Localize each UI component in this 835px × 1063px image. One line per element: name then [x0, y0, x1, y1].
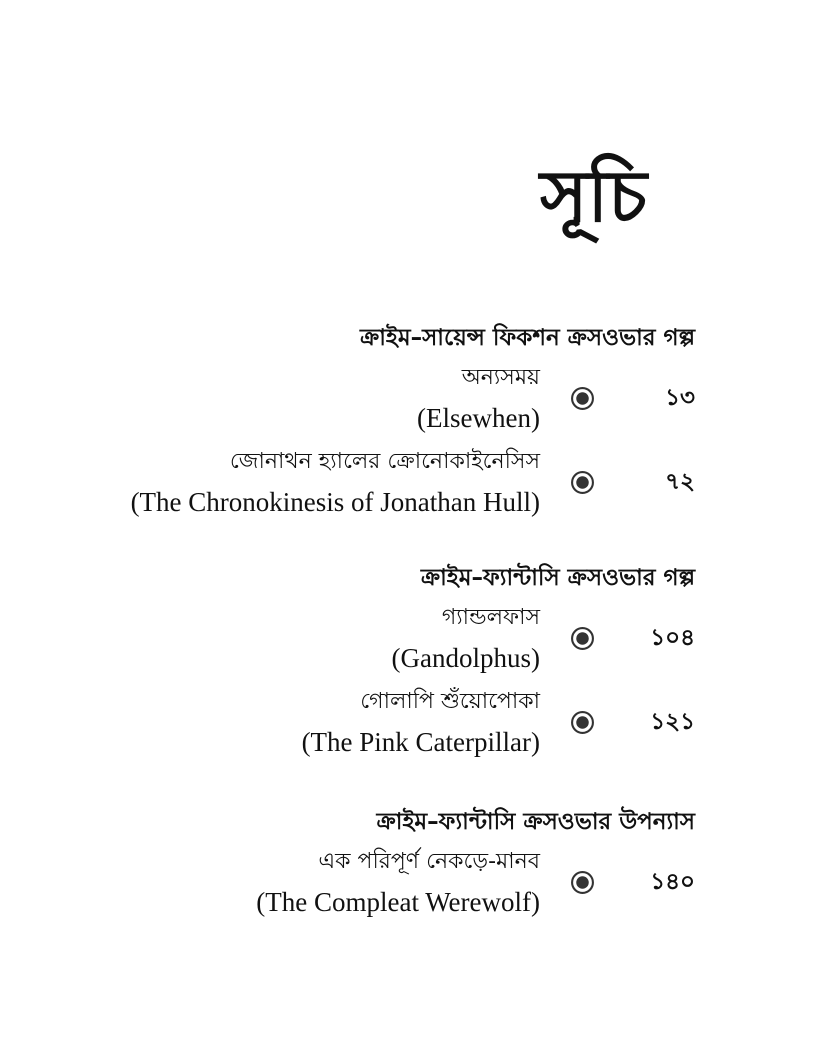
entry-page-number: ১২১ [650, 708, 695, 735]
target-bullet-icon [570, 626, 595, 651]
entry-titles [256, 842, 540, 922]
entry-titles [302, 682, 540, 762]
entry-titles [131, 442, 540, 522]
target-bullet-icon [570, 870, 595, 895]
toc-section-sci-fi-stories [55, 318, 695, 522]
entry-title-english: (Elsewhen) [417, 403, 540, 433]
entry-page-number: ১০৪ [650, 624, 695, 651]
entry-title-bengali: গ্যান্ডলফাস [441, 605, 540, 630]
section-heading: ক্রাইম–সায়েন্স ফিকশন ক্রসওভার গল্প [359, 325, 695, 351]
toc-entry[interactable] [55, 358, 695, 438]
entry-titles [392, 598, 540, 678]
entry-page-number: ৭২ [665, 468, 695, 495]
toc-entry[interactable] [55, 442, 695, 522]
target-bullet-icon [570, 710, 595, 735]
entry-title-bengali: জোনাথন হ্যালের ক্রোনোকাইনেসিস [229, 449, 540, 474]
toc-entry[interactable] [55, 598, 695, 678]
section-heading: ক্রাইম–ফ্যান্টাসি ক্রসওভার গল্প [420, 565, 695, 591]
entry-title-english: (The Chronokinesis of Jonathan Hull) [130, 487, 540, 517]
toc-entry[interactable] [55, 682, 695, 762]
page-title: সূচি [539, 154, 647, 238]
entry-title-english: (The Pink Caterpillar) [301, 727, 540, 757]
toc-entry[interactable] [55, 842, 695, 922]
toc-section-fantasy-stories [55, 558, 695, 762]
entry-title-bengali: এক পরিপূর্ণ নেকড়ে-মানব [318, 849, 540, 874]
entry-title-bengali: গোলাপি শুঁয়োপোকা [360, 689, 540, 714]
entry-title-english: (The Compleat Werewolf) [256, 887, 540, 917]
target-bullet-icon [570, 386, 595, 411]
entry-title-english: (Gandolphus) [391, 643, 540, 673]
target-bullet-icon [570, 470, 595, 495]
toc-section-fantasy-novel [55, 802, 695, 922]
section-heading: ক্রাইম–ফ্যান্টাসি ক্রসওভার উপন্যাস [376, 809, 695, 835]
entry-page-number: ১৩ [665, 384, 695, 411]
entry-title-bengali: অন্যসময় [461, 365, 540, 390]
entry-page-number: ১৪০ [650, 868, 695, 895]
entry-titles [417, 358, 540, 438]
